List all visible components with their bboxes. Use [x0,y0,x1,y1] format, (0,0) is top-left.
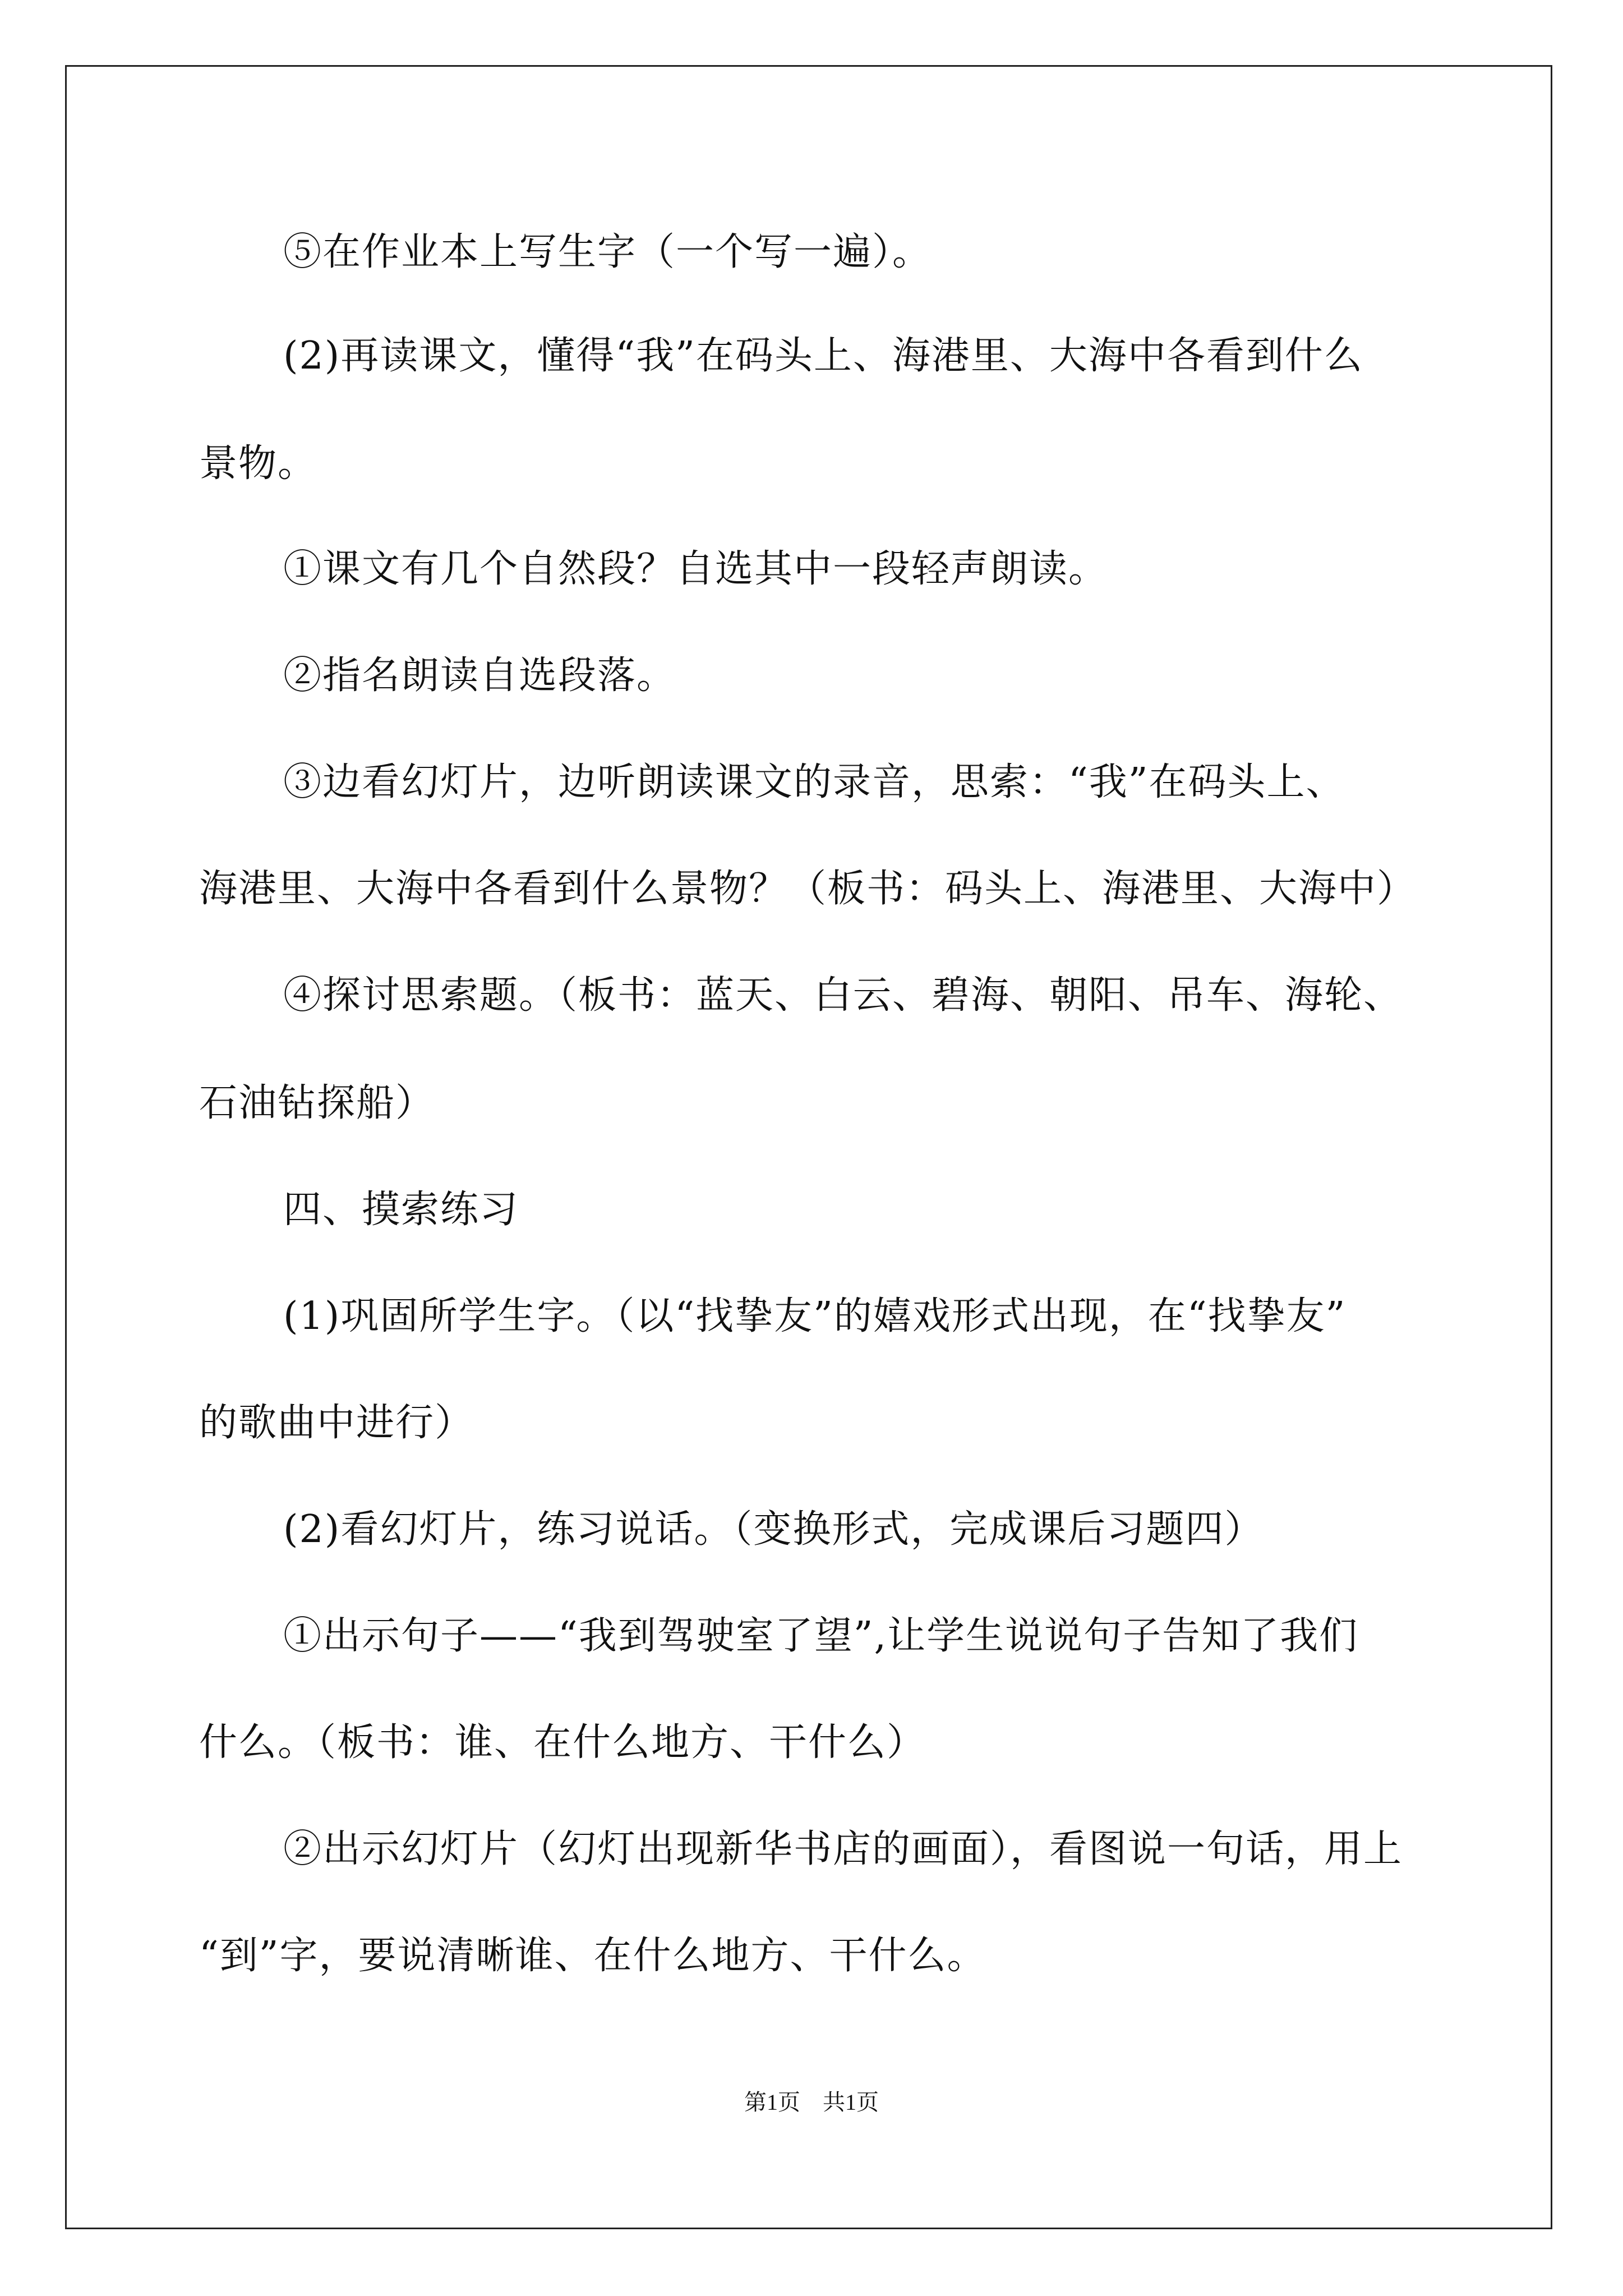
paragraph-line: 海港里、大海中各看到什么景物？（板书：码头上、海港里、大海中） [199,867,1417,911]
paragraph-line: ②指名朗读自选段落。 [283,654,676,698]
paragraph-line: ①出示句子——“我到驾驶室了望”,让学生说说句子告知了我们 [283,1614,1359,1658]
paragraph-line: 什么。（板书：谁、在什么地方、干什么） [199,1720,926,1765]
page-number: 第1页 共1页 [744,2090,879,2115]
paragraph-line: 的歌曲中进行） [199,1401,474,1445]
paragraph-line: (2)看幻灯片，练习说话。（变换形式，完成课后习题四） [283,1507,1264,1552]
paragraph-line: ⑤在作业本上写生字（一个写一遍）。 [283,230,932,274]
paragraph-line: (1)巩固所学生字。（以“找挚友”的嬉戏形式出现，在“找挚友” [283,1294,1347,1338]
paragraph-line: 景物。 [199,441,317,486]
paragraph-line: ②出示幻灯片（幻灯出现新华书店的画面），看图说一句话，用上 [283,1827,1403,1871]
paragraph-line: ④探讨思索题。（板书：蓝天、白云、碧海、朝阳、吊车、海轮、 [283,973,1403,1018]
paragraph-line: ①课文有几个自然段？自选其中一段轻声朗读。 [283,547,1108,591]
paragraph-line: “到”字，要说清晰谁、在什么地方、干什么。 [199,1934,986,1978]
page-border [65,65,1552,2229]
paragraph-line: (2)再读课文，懂得“我”在码头上、海港里、大海中各看到什么 [283,334,1363,378]
paragraph-line: ③边看幻灯片，边听朗读课文的录音，思索：“我”在码头上、 [283,760,1345,804]
section-heading: 四、摸索练习 [283,1188,519,1232]
paragraph-line: 石油钻探船） [199,1081,435,1125]
